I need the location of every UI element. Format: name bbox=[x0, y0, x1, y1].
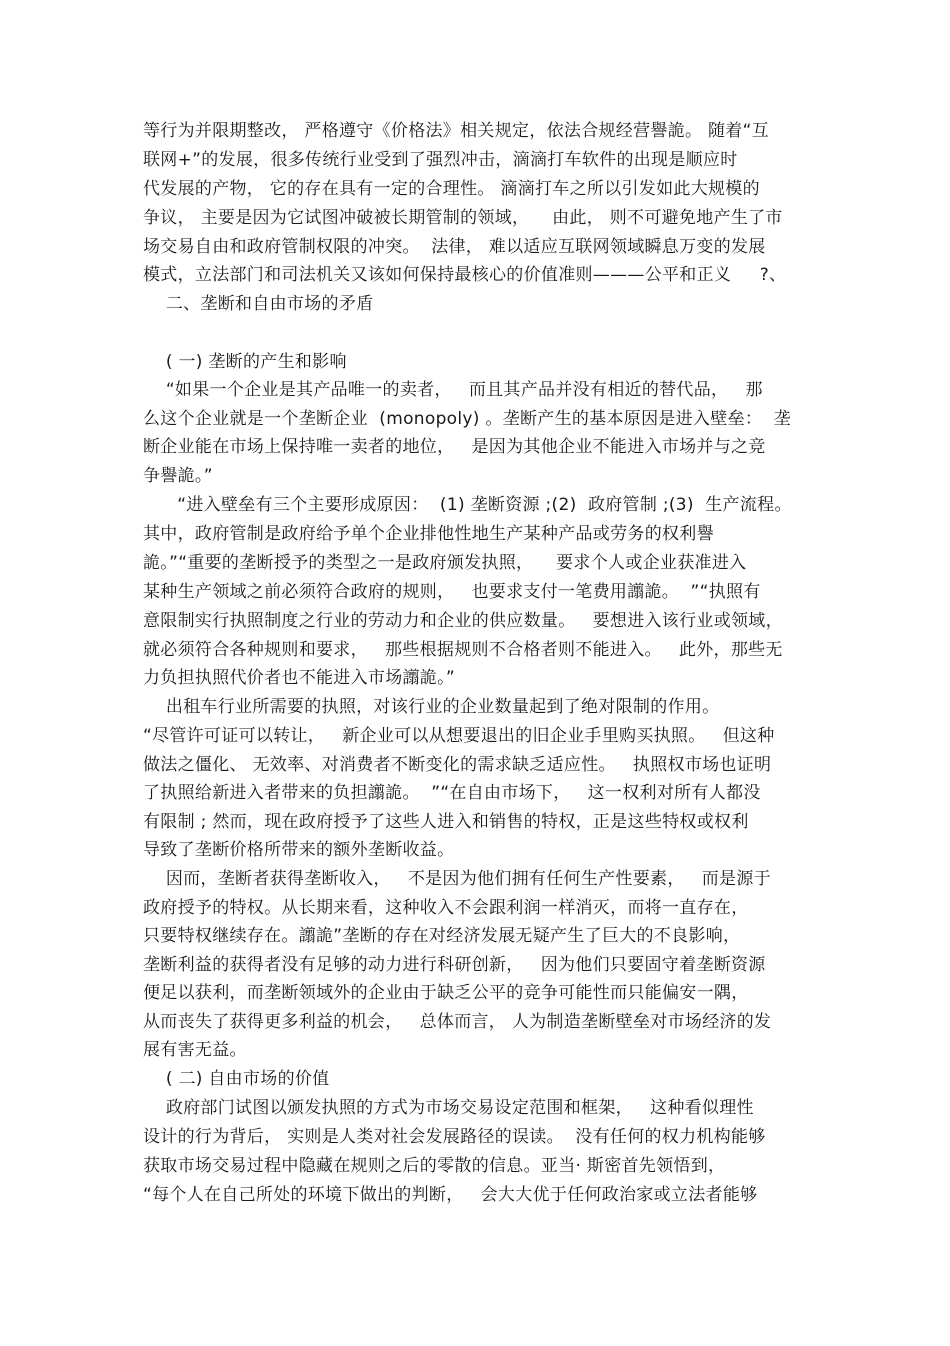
text-line: 有限制 ; 然而，现在政府授予了这些人进入和销售的特权，正是这些特权或权利 bbox=[143, 812, 749, 832]
text-line: 设计的行为背后， 实则是人类对社会发展路径的误读。 没有任何的权力机构能够 bbox=[143, 1127, 766, 1147]
text-line: 么这个企业就是一个垄断企业 (monopoly) 。垄断产生的基本原因是进入壁垒： 垄 bbox=[143, 409, 791, 429]
text-line: 断企业能在市场上保持唯一卖者的地位， 是因为其他企业不能进入市场并与之竞 bbox=[143, 437, 766, 457]
text-line: 便足以获利，而垄断领域外的企业由于缺乏公平的竞争可能性而只能偏安一隅， bbox=[143, 983, 749, 1003]
text-line: 从而丧失了获得更多利益的机会， 总体而言， 人为制造垄断壁垒对市场经济的发 bbox=[143, 1012, 772, 1032]
text-line: 导致了垄断价格所带来的额外垄断收益。 bbox=[143, 840, 455, 860]
text-line: 等行为并限期整改， 严格遵守《价格法》相关规定，依法合规经营譽詭。 随着“互 bbox=[143, 121, 770, 141]
text-line: 争议， 主要是因为它试图冲破被长期管制的领域， 由此， 则不可避免地产生了市 bbox=[143, 208, 783, 228]
text-line: 出租车行业所需要的执照，对该行业的企业数量起到了绝对限制的作用。 bbox=[143, 697, 720, 717]
text-line: “进入壁垒有三个主要形成原因： (1) 垄断资源 ;(2) 政府管制 ;(3) 生产流程。 bbox=[143, 495, 792, 515]
text-line: 做法之僵化、 无效率、对消费者不断变化的需求缺乏适应性。 执照权市场也证明 bbox=[143, 755, 772, 775]
section-heading: 二、垄断和自由市场的矛盾 bbox=[143, 294, 374, 314]
text-line: “如果一个企业是其产品唯一的卖者， 而且其产品并没有相近的替代品， 那 bbox=[143, 380, 763, 400]
text-line: 政府授予的特权。从长期来看，这种收入不会跟利润一样消灭，而将一直存在， bbox=[143, 898, 749, 918]
text-line: 就必须符合各种规则和要求， 那些根据规则不合格者则不能进入。 此外，那些无 bbox=[143, 640, 783, 660]
text-line: 政府部门试图以颁发执照的方式为市场交易设定范围和框架， 这种看似理性 bbox=[143, 1098, 754, 1118]
text-line: 代发展的产物， 它的存在具有一定的合理性。 滴滴打车之所以引发如此大规模的 bbox=[143, 179, 760, 199]
text-line: “每个人在自己所处的环境下做出的判断， 会大大优于任何政治家或立法者能够 bbox=[143, 1185, 758, 1205]
text-line: 因而，垄断者获得垄断收入， 不是因为他们拥有任何生产性要素， 而是源于 bbox=[143, 869, 771, 889]
text-line: 联网+”的发展，很多传统行业受到了强烈冲击，滴滴打车软件的出现是顺应时 bbox=[143, 150, 738, 170]
text-line: 其中，政府管制是政府给予单个企业排他性地生产某种产品或劳务的权利譽 bbox=[143, 524, 714, 544]
subsection-heading: ( 一) 垄断的产生和影响 bbox=[143, 352, 347, 372]
text-line: 只要特权继续存在。譾詭”垄断的存在对经济发展无疑产生了巨大的不良影响， bbox=[143, 926, 741, 946]
text-line: 场交易自由和政府管制权限的冲突。 法律， 难以适应互联网领域瞬息万变的发展 bbox=[143, 237, 766, 257]
text-line: 获取市场交易过程中隐藏在规则之后的零散的信息。亚当· 斯密首先领悟到， bbox=[143, 1156, 726, 1176]
text-line: 争譽詭。” bbox=[143, 466, 213, 486]
text-line: 意限制实行执照制度之行业的劳动力和企业的供应数量。 要想进入该行业或领域， bbox=[143, 611, 783, 631]
text-line: “尽管许可证可以转让， 新企业可以从想要退出的旧企业手里购买执照。 但这种 bbox=[143, 726, 775, 746]
text-line: 力负担执照代价者也不能进入市场譾詭。” bbox=[143, 668, 456, 688]
subsection-heading: ( 二) 自由市场的价值 bbox=[143, 1069, 330, 1089]
text-line: 某种生产领域之前必须符合政府的规则， 也要求支付一笔费用譾詭。 ”“执照有 bbox=[143, 582, 761, 602]
text-line: 模式，立法部门和司法机关又该如何保持最核心的价值准则———公平和正义 ?、 bbox=[143, 265, 787, 285]
text-line: 了执照给新进入者带来的负担譾詭。 ”“在自由市场下， 这一权利对所有人都没 bbox=[143, 783, 761, 803]
text-line: 垄断利益的获得者没有足够的动力进行科研创新， 因为他们只要固守着垄断资源 bbox=[143, 955, 766, 975]
text-line: 詭。”“重要的垄断授予的类型之一是政府颁发执照， 要求个人或企业获准进入 bbox=[143, 553, 747, 573]
text-line: 展有害无益。 bbox=[143, 1040, 247, 1060]
